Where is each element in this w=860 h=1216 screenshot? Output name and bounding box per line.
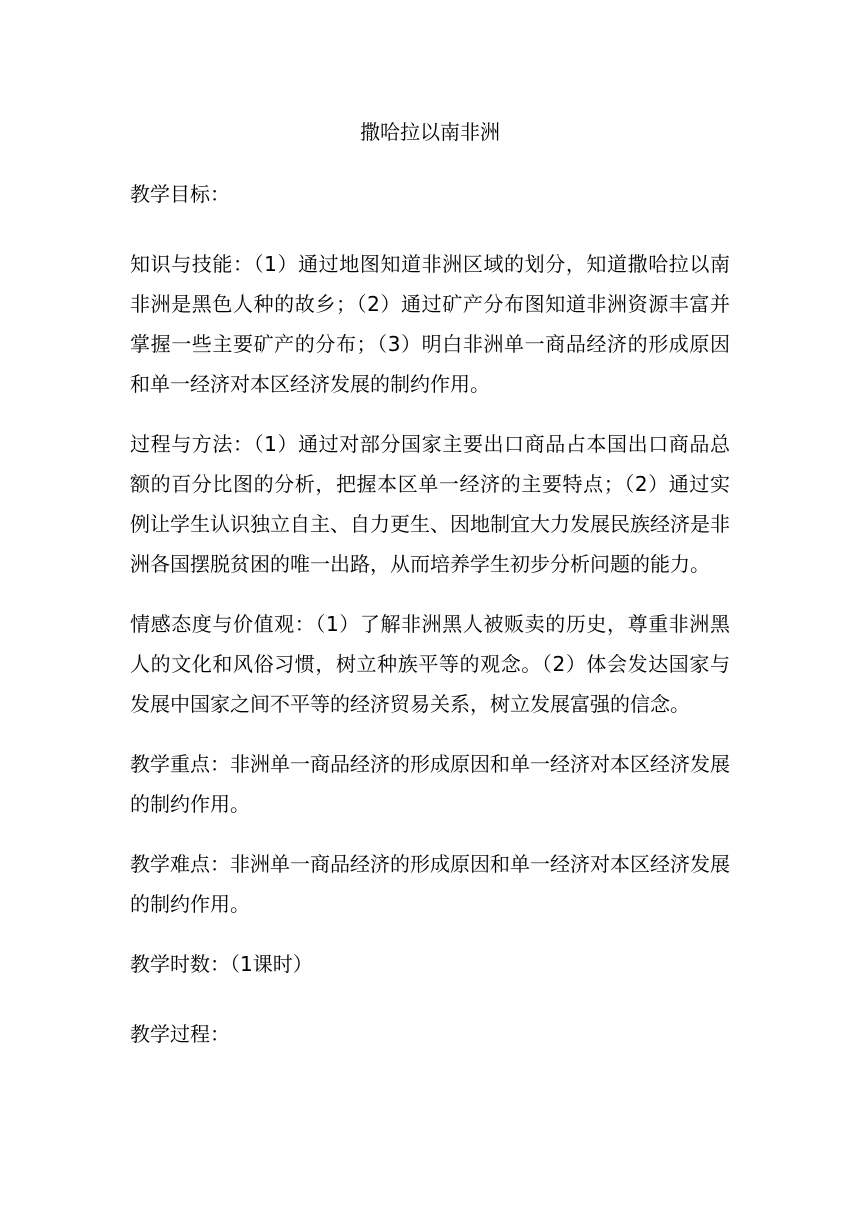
paragraph-emotion-values: 情感态度与价值观：（1）了解非洲黑人被贩卖的历史，尊重非洲黑人的文化和风俗习惯，树立种族平等的观念。（2）体会发达国家与发展中国家之间不平等的经济贸易关系，树立发展富强的信念。	[130, 612, 730, 716]
section-teaching-process-heading: 教学过程：	[130, 1022, 230, 1046]
paragraph-teaching-difficulty: 教学难点：非洲单一商品经济的形成原因和单一经济对本区经济发展的制约作用。	[130, 852, 730, 916]
document-body	[130, 112, 730, 1084]
document-title: 撒哈拉以南非洲	[360, 120, 500, 144]
section-teaching-goals-heading: 教学目标：	[130, 182, 230, 206]
paragraph-process-methods: 过程与方法：（1）通过对部分国家主要出口商品占本国出口商品总额的百分比图的分析，把握本区单一经济的主要特点；（2）通过实例让学生认识独立自主、自力更生、因地制宜大力发展民族经济是非洲各国摆脱贫困的唯一出路，从而培养学生初步分析问题的能力。	[130, 432, 730, 576]
paragraph-teaching-hours: 教学时数：（1课时）	[130, 952, 313, 976]
paragraph-teaching-focus: 教学重点：非洲单一商品经济的形成原因和单一经济对本区经济发展的制约作用。	[130, 752, 730, 816]
paragraph-knowledge-skills: 知识与技能：（1）通过地图知道非洲区域的划分，知道撒哈拉以南非洲是黑色人种的故乡；（2）通过矿产分布图知道非洲资源丰富并掌握一些主要矿产的分布；（3）明白非洲单一商品经济的形成原因和单一经济对本区经济发展的制约作用。	[130, 252, 730, 396]
